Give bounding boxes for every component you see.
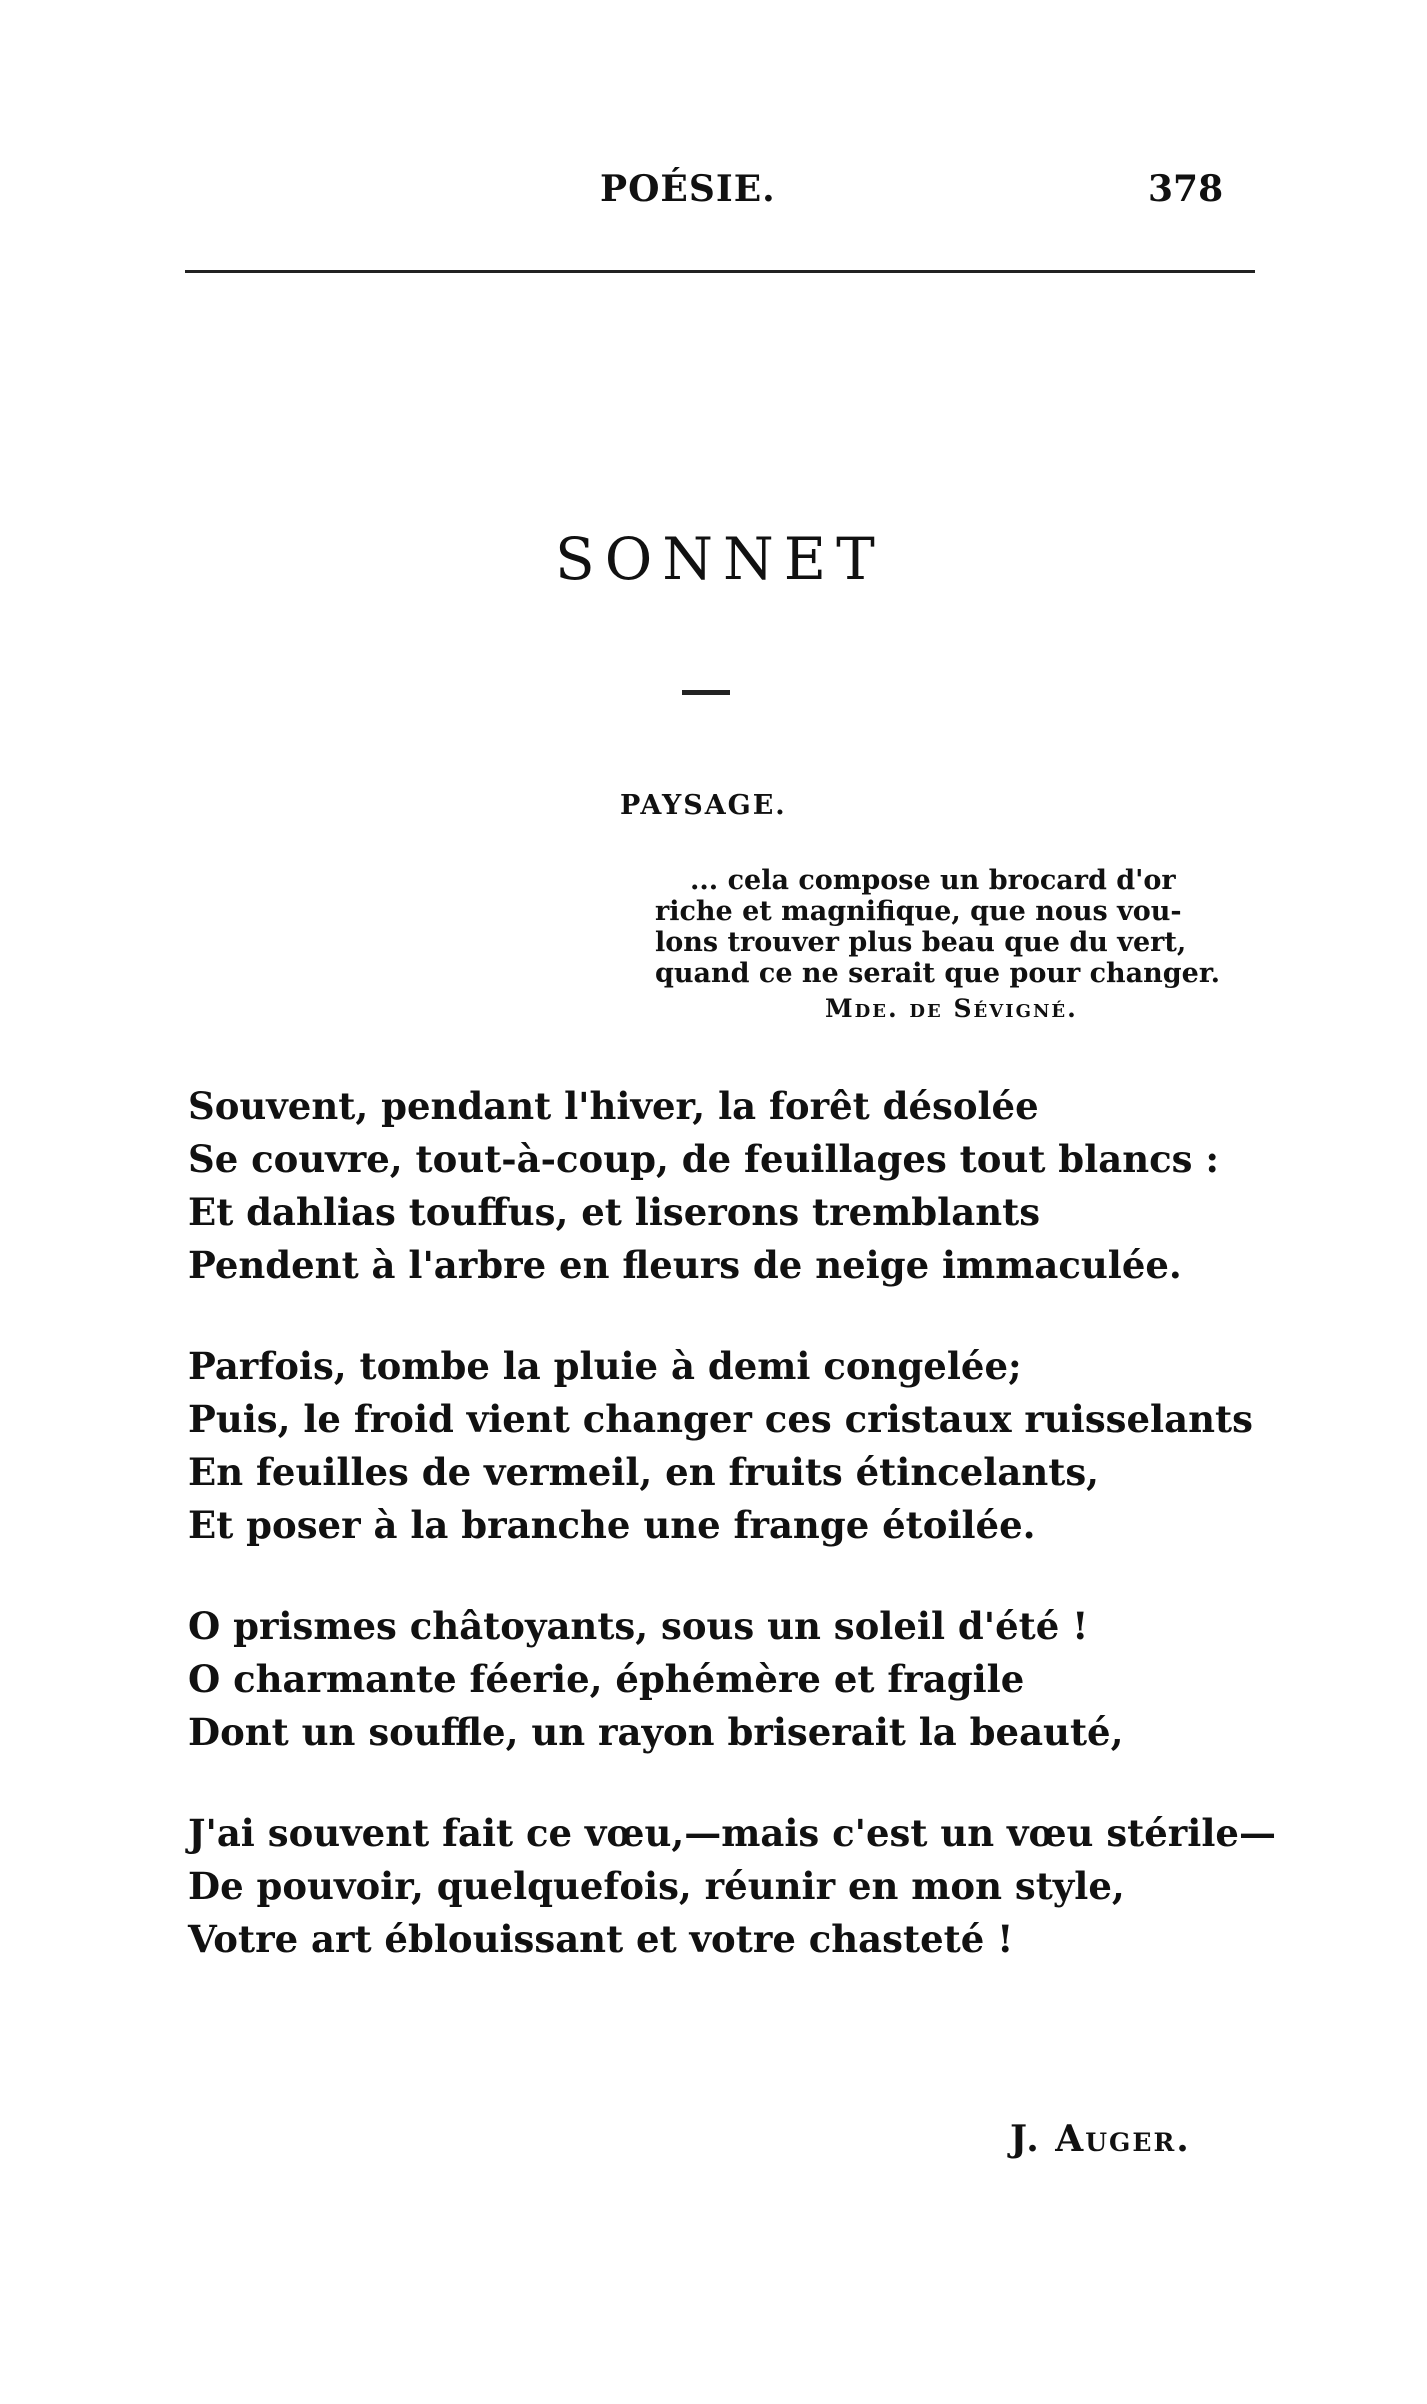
verse-line: Dont un souffle, un rayon briserait la beauté,: [188, 1710, 1124, 1754]
epigraph-line: riche et magnifique, que nous vou-: [655, 896, 1182, 927]
epigraph-line: quand ce ne serait que pour changer.: [655, 958, 1220, 989]
verse-line: Votre art éblouissant et votre chasteté !: [188, 1917, 1014, 1961]
poem-subtitle: PAYSAGE.: [620, 790, 787, 821]
epigraph-line: ... cela compose un brocard d'or: [690, 865, 1176, 896]
verse-line: O prismes châtoyants, sous un soleil d'été !: [188, 1604, 1089, 1648]
epigraph-line: lons trouver plus beau que du vert,: [655, 927, 1187, 958]
epigraph: [655, 865, 1220, 1024]
running-title: POÉSIE.: [600, 168, 776, 210]
poem-body: [188, 1080, 1276, 2014]
verse-line: Et poser à la branche une frange étoilée.: [188, 1503, 1036, 1547]
epigraph-author: Mde. de Sévigné.: [825, 994, 1078, 1023]
stanza-4: [188, 1807, 1276, 1966]
verse-line: En feuilles de vermeil, en fruits étincelants,: [188, 1450, 1100, 1494]
stanza-1: [188, 1080, 1276, 1292]
title-divider: [682, 690, 730, 695]
page-number: 378: [1148, 168, 1224, 210]
poem-title: SONNET: [555, 525, 885, 593]
verse-line: Souvent, pendant l'hiver, la forêt désolée: [188, 1084, 1039, 1128]
verse-line: Se couvre, tout-à-coup, de feuillages tout blancs :: [188, 1137, 1219, 1181]
verse-line: J'ai souvent fait ce vœu,—mais c'est un vœu stérile—: [188, 1811, 1276, 1855]
verse-line: O charmante féerie, éphémère et fragile: [188, 1657, 1025, 1701]
verse-line: Pendent à l'arbre en fleurs de neige immaculée.: [188, 1243, 1182, 1287]
header-rule: [185, 270, 1255, 273]
poem-signature: J. Auger.: [1010, 2118, 1191, 2160]
verse-line: Puis, le froid vient changer ces cristaux ruisselants: [188, 1397, 1253, 1441]
verse-line: Parfois, tombe la pluie à demi congelée;: [188, 1344, 1022, 1388]
verse-line: De pouvoir, quelquefois, réunir en mon style,: [188, 1864, 1125, 1908]
verse-line: Et dahlias touffus, et liserons tremblants: [188, 1190, 1041, 1234]
stanza-3: [188, 1600, 1276, 1759]
stanza-2: [188, 1340, 1276, 1552]
